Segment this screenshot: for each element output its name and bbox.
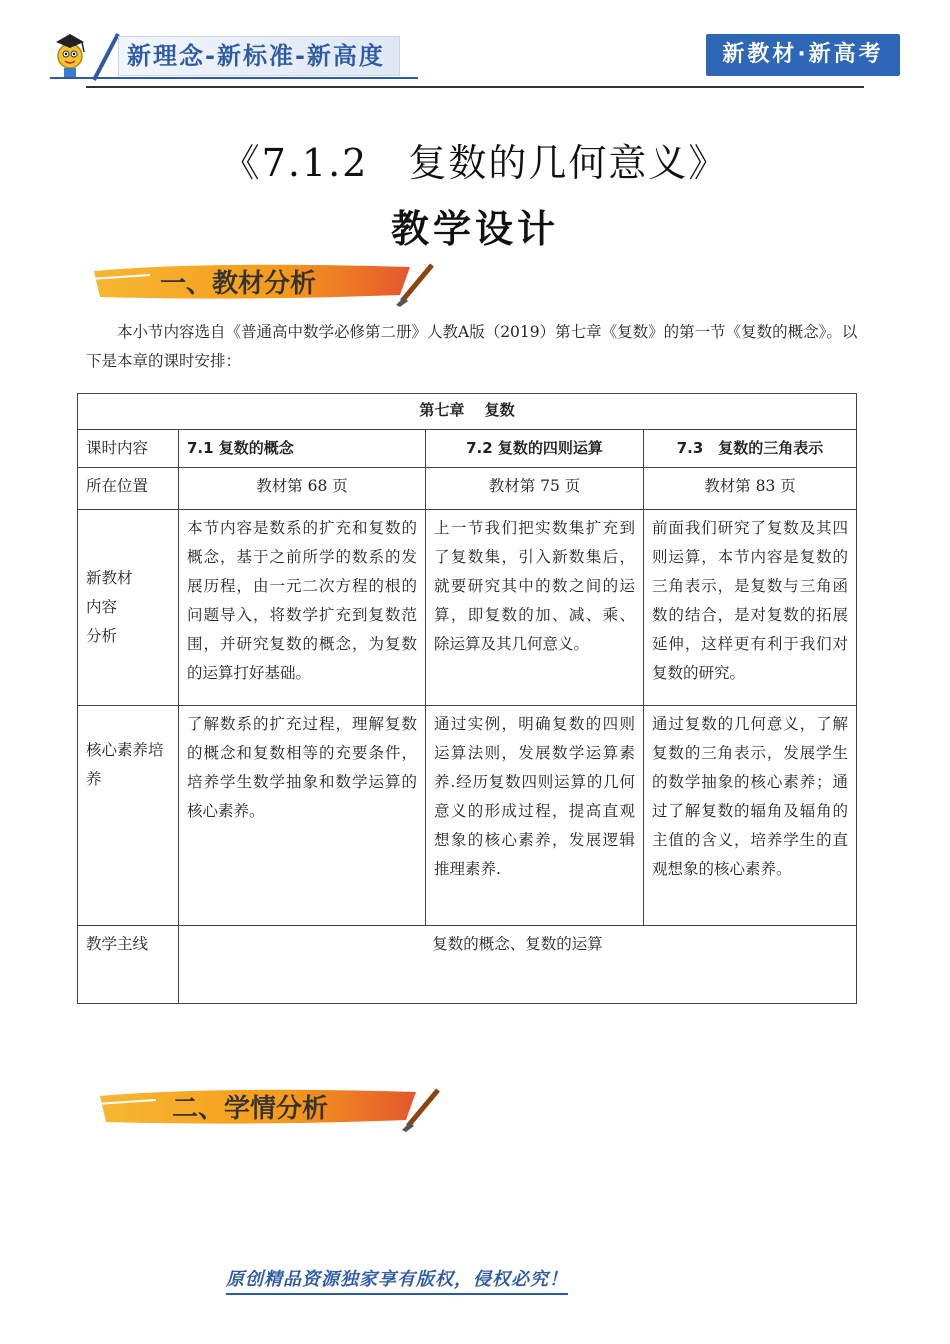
table-row [78, 510, 857, 706]
table-row [78, 468, 857, 510]
lesson-table [77, 393, 857, 1004]
section-title-1: 一、教材分析 [160, 269, 317, 299]
table-row [78, 926, 857, 1004]
mainline-content: 复数的概念、复数的运算 [179, 926, 857, 1004]
intro-paragraph: 本小节内容选自《普通高中数学必修第二册》人教A版（2019）第七章《复数》的第一节《复数的概念》。以下是本章的课时安排： [86, 323, 858, 370]
row-label-core: 核心素养培养 [78, 706, 179, 926]
lesson-1-analysis: 本节内容是数系的扩充和复数的概念，基于之前所学的数系的发展历程，由一元二次方程的根的问题导入，将数学扩充到复数范围，并研究复数的概念，为复数的运算打好基础。 [179, 510, 426, 706]
lesson-3-analysis: 前面我们研究了复数及其四则运算，本节内容是复数的三角表示，是复数与三角函数的结合，是对复数的拓展延伸，这样更有利于我们对复数的研究。 [644, 510, 857, 706]
row-label-analysis [78, 510, 179, 706]
lesson-2-page: 教材第 75 页 [426, 468, 644, 510]
row-label-analysis-line2: 内容 [86, 598, 118, 616]
lesson-1-page: 教材第 68 页 [179, 468, 426, 510]
page-title: 《7.1.2 复数的几何意义》 [221, 141, 729, 185]
header-slogan: 新理念-新标准-新高度 [118, 36, 400, 76]
lesson-3-title: 7.3 复数的三角表示 [644, 430, 857, 468]
header-badge: 新教材·新高考 [706, 34, 900, 76]
header-divider [86, 86, 864, 88]
lesson-2-analysis: 上一节我们把实数集扩充到了复数集，引入新数集后，就要研究其中的数之间的运算，即复数的加、减、乘、除运算及其几何意义。 [426, 510, 644, 706]
table-row [78, 706, 857, 926]
row-label-position: 所在位置 [78, 468, 179, 510]
lesson-3-core: 通过复数的几何意义，了解复数的三角表示，发展学生的数学抽象的核心素养；通过了解复数的辐角及辐角的主值的含义，培养学生的直观想象的核心素养。 [644, 706, 857, 926]
section-title-2: 二、学情分析 [172, 1094, 329, 1124]
table-row [78, 430, 857, 468]
row-label-analysis-line3: 分析 [86, 627, 118, 645]
row-label-mainline: 教学主线 [78, 926, 179, 1004]
page-subtitle: 教学设计 [390, 206, 559, 251]
lesson-3-page: 教材第 83 页 [644, 468, 857, 510]
lesson-1-title: 7.1 复数的概念 [179, 430, 426, 468]
table-chapter-header: 第七章 复数 [78, 394, 857, 430]
row-label-lesson: 课时内容 [78, 430, 179, 468]
row-label-analysis-line1: 新教材 [86, 569, 133, 587]
lesson-2-title: 7.2 复数的四则运算 [426, 430, 644, 468]
copyright-footer: 原创精品资源独家享有版权，侵权必究！ [226, 1265, 568, 1295]
lesson-1-core: 了解数系的扩充过程，理解复数的概念和复数相等的充要条件，培养学生数学抽象和数学运算的核心素养。 [179, 706, 426, 926]
lesson-2-core: 通过实例，明确复数的四则运算法则，发展数学运算素养.经历复数四则运算的几何意义的形成过程，提高直观想象的核心素养，发展逻辑推理素养. [426, 706, 644, 926]
